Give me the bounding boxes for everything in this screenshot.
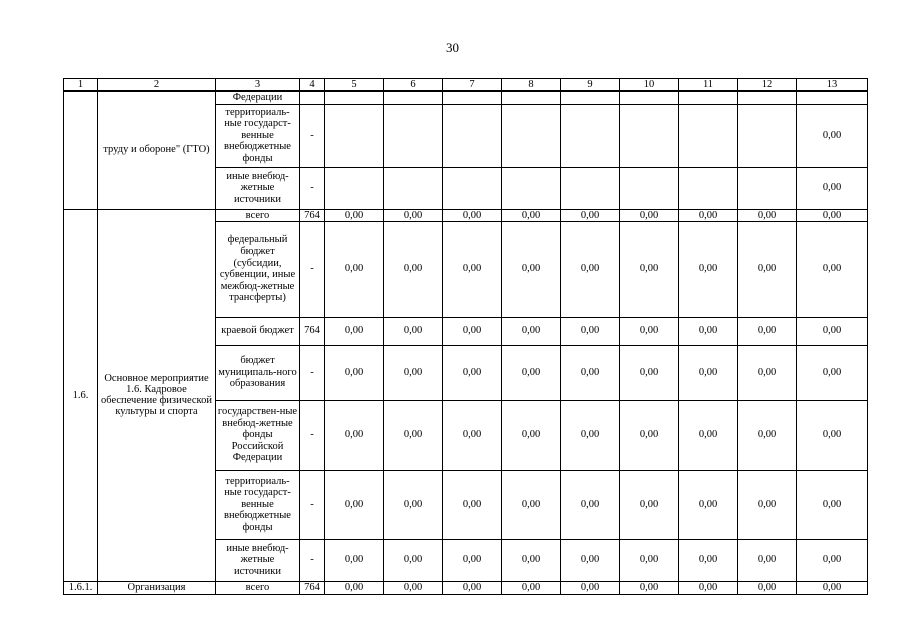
value-cell — [443, 167, 502, 209]
value-cell — [679, 91, 738, 104]
value-cell: 0,00 — [679, 400, 738, 470]
column-header: 1 — [64, 79, 98, 92]
funding-source: иные внебюд-жетные источники — [216, 539, 300, 581]
value-cell: 0,00 — [325, 209, 384, 221]
value-cell — [561, 104, 620, 167]
row-number: 1.6. — [64, 209, 98, 581]
row-number: 1.6.1. — [64, 581, 98, 594]
value-cell — [325, 167, 384, 209]
value-cell: 0,00 — [561, 209, 620, 221]
funding-source: федеральный бюджет (субсидии, субвенции, иные межбюд-жетные трансферты) — [216, 221, 300, 317]
value-cell: 0,00 — [620, 400, 679, 470]
value-cell: 0,00 — [502, 539, 561, 581]
value-cell: 0,00 — [384, 221, 443, 317]
column-header: 8 — [502, 79, 561, 92]
column-header: 12 — [738, 79, 797, 92]
table-row — [64, 91, 868, 104]
value-cell — [561, 167, 620, 209]
value-cell: 0,00 — [797, 581, 868, 594]
value-cell: 0,00 — [620, 581, 679, 594]
row-number — [64, 91, 98, 209]
value-cell — [443, 104, 502, 167]
value-cell: 0,00 — [325, 470, 384, 539]
value-cell: 0,00 — [738, 539, 797, 581]
value-cell: 0,00 — [738, 221, 797, 317]
value-cell: 0,00 — [679, 221, 738, 317]
value-cell: 0,00 — [797, 345, 868, 400]
value-cell — [620, 104, 679, 167]
column-header: 7 — [443, 79, 502, 92]
value-cell: 0,00 — [738, 470, 797, 539]
value-cell — [561, 91, 620, 104]
value-cell: 0,00 — [502, 470, 561, 539]
value-cell: 0,00 — [443, 539, 502, 581]
funding-source: всего — [216, 209, 300, 221]
column-header: 13 — [797, 79, 868, 92]
value-cell: 0,00 — [443, 470, 502, 539]
table-body — [64, 91, 868, 594]
value-cell: 0,00 — [561, 221, 620, 317]
value-cell: 0,00 — [738, 345, 797, 400]
value-cell — [738, 104, 797, 167]
value-cell — [384, 91, 443, 104]
value-cell: 0,00 — [443, 221, 502, 317]
value-cell: 0,00 — [679, 209, 738, 221]
value-cell: 0,00 — [325, 400, 384, 470]
value-cell: 0,00 — [325, 345, 384, 400]
value-cell: 0,00 — [620, 221, 679, 317]
value-cell: 0,00 — [797, 400, 868, 470]
value-cell: 0,00 — [384, 209, 443, 221]
value-cell: 0,00 — [384, 317, 443, 345]
value-cell: 0,00 — [502, 400, 561, 470]
value-cell: 0,00 — [738, 400, 797, 470]
value-cell — [620, 167, 679, 209]
value-cell — [797, 91, 868, 104]
value-cell: 0,00 — [679, 539, 738, 581]
budget-code: - — [300, 221, 325, 317]
budget-table — [63, 78, 868, 595]
value-cell — [443, 91, 502, 104]
value-cell: 0,00 — [620, 345, 679, 400]
value-cell — [502, 104, 561, 167]
funding-source: территориаль-ные государст-венные внебюджетные фонды — [216, 470, 300, 539]
value-cell: 0,00 — [797, 104, 868, 167]
value-cell: 0,00 — [561, 400, 620, 470]
value-cell — [502, 91, 561, 104]
value-cell: 0,00 — [561, 470, 620, 539]
value-cell: 0,00 — [502, 209, 561, 221]
column-header: 4 — [300, 79, 325, 92]
column-header: 5 — [325, 79, 384, 92]
value-cell: 0,00 — [679, 345, 738, 400]
measure-name: Основное мероприятие 1.6. Кадровое обеспечение физической культуры и спорта — [98, 209, 216, 581]
value-cell: 0,00 — [797, 317, 868, 345]
value-cell: 0,00 — [443, 345, 502, 400]
value-cell: 0,00 — [561, 539, 620, 581]
value-cell: 0,00 — [738, 581, 797, 594]
column-header: 11 — [679, 79, 738, 92]
value-cell: 0,00 — [502, 581, 561, 594]
column-header: 3 — [216, 79, 300, 92]
value-cell: 0,00 — [502, 345, 561, 400]
value-cell: 0,00 — [679, 317, 738, 345]
value-cell: 0,00 — [325, 221, 384, 317]
value-cell: 0,00 — [679, 470, 738, 539]
value-cell: 0,00 — [738, 209, 797, 221]
budget-code: 764 — [300, 317, 325, 345]
value-cell: 0,00 — [797, 167, 868, 209]
value-cell: 0,00 — [738, 317, 797, 345]
funding-source: Федерации — [216, 91, 300, 104]
value-cell: 0,00 — [797, 209, 868, 221]
value-cell: 0,00 — [325, 317, 384, 345]
table-row — [64, 581, 868, 594]
budget-code: - — [300, 104, 325, 167]
table-row — [64, 209, 868, 221]
value-cell: 0,00 — [325, 539, 384, 581]
funding-source: иные внебюд-жетные источники — [216, 167, 300, 209]
value-cell — [384, 104, 443, 167]
value-cell: 0,00 — [620, 470, 679, 539]
budget-code: - — [300, 167, 325, 209]
value-cell: 0,00 — [502, 317, 561, 345]
value-cell: 0,00 — [443, 317, 502, 345]
page-number: 30 — [446, 40, 459, 55]
value-cell — [679, 167, 738, 209]
value-cell: 0,00 — [620, 317, 679, 345]
funding-source: всего — [216, 581, 300, 594]
value-cell: 0,00 — [443, 581, 502, 594]
value-cell: 0,00 — [325, 581, 384, 594]
column-number-row — [64, 79, 868, 92]
budget-code: - — [300, 400, 325, 470]
value-cell: 0,00 — [443, 400, 502, 470]
column-header: 9 — [561, 79, 620, 92]
funding-source: бюджет муниципаль-ного образования — [216, 345, 300, 400]
value-cell: 0,00 — [620, 539, 679, 581]
value-cell: 0,00 — [561, 345, 620, 400]
funding-source: краевой бюджет — [216, 317, 300, 345]
value-cell: 0,00 — [384, 345, 443, 400]
value-cell: 0,00 — [797, 221, 868, 317]
column-header: 10 — [620, 79, 679, 92]
budget-code: - — [300, 539, 325, 581]
budget-code: - — [300, 345, 325, 400]
value-cell: 0,00 — [384, 400, 443, 470]
value-cell: 0,00 — [384, 470, 443, 539]
value-cell: 0,00 — [443, 209, 502, 221]
budget-code: 764 — [300, 581, 325, 594]
value-cell: 0,00 — [561, 581, 620, 594]
value-cell: 0,00 — [502, 221, 561, 317]
measure-name: Организация — [98, 581, 216, 594]
value-cell: 0,00 — [384, 539, 443, 581]
funding-source: государствен-ные внебюд-жетные фонды Российской Федерации — [216, 400, 300, 470]
value-cell: 0,00 — [620, 209, 679, 221]
value-cell: 0,00 — [797, 539, 868, 581]
value-cell — [325, 104, 384, 167]
value-cell — [738, 91, 797, 104]
value-cell: 0,00 — [797, 470, 868, 539]
value-cell — [325, 91, 384, 104]
value-cell — [738, 167, 797, 209]
funding-source: территориаль-ные государст-венные внебюджетные фонды — [216, 104, 300, 167]
value-cell — [384, 167, 443, 209]
measure-name: труду и обороне" (ГТО) — [98, 91, 216, 209]
value-cell — [679, 104, 738, 167]
value-cell: 0,00 — [384, 581, 443, 594]
budget-code — [300, 91, 325, 104]
value-cell: 0,00 — [679, 581, 738, 594]
value-cell: 0,00 — [561, 317, 620, 345]
budget-code: - — [300, 470, 325, 539]
value-cell — [620, 91, 679, 104]
value-cell — [502, 167, 561, 209]
budget-code: 764 — [300, 209, 325, 221]
column-header: 6 — [384, 79, 443, 92]
column-header: 2 — [98, 79, 216, 92]
